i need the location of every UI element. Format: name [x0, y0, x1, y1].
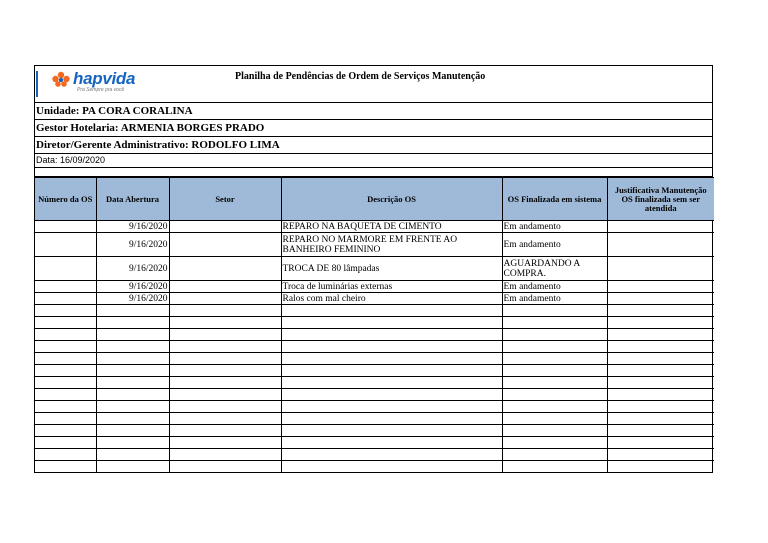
numero-cell[interactable] [35, 257, 96, 281]
date-line: Data: 16/09/2020 [35, 154, 712, 168]
justificativa-cell[interactable] [607, 401, 714, 413]
numero-cell[interactable] [35, 413, 96, 425]
pending-orders-table [35, 177, 714, 472]
setor-cell[interactable] [169, 233, 281, 257]
unidade-line: Unidade: PA CORA CORALINA [35, 103, 712, 120]
date-cell[interactable] [96, 389, 169, 401]
empty-table-row[interactable] [35, 377, 714, 389]
date-cell[interactable] [96, 305, 169, 317]
column-header-numero: Número da OS [35, 178, 96, 221]
numero-cell[interactable] [35, 293, 96, 305]
desc-cell[interactable]: TROCA DE 80 lâmpadas [281, 257, 502, 281]
justificativa-cell[interactable] [607, 377, 714, 389]
justificativa-cell[interactable] [607, 305, 714, 317]
date-cell[interactable]: 9/16/2020 [96, 221, 169, 233]
date-cell[interactable]: 9/16/2020 [96, 281, 169, 293]
empty-table-row[interactable] [35, 425, 714, 437]
empty-table-row[interactable] [35, 437, 714, 449]
table-row[interactable] [35, 233, 714, 257]
column-header-descricao: Descrição OS [281, 178, 502, 221]
table-row[interactable] [35, 257, 714, 281]
desc-cell[interactable] [281, 317, 502, 329]
desc-cell[interactable] [281, 401, 502, 413]
date-cell[interactable] [96, 425, 169, 437]
numero-cell[interactable] [35, 341, 96, 353]
justificativa-cell[interactable] [607, 425, 714, 437]
status-cell[interactable] [502, 389, 607, 401]
setor-cell[interactable] [169, 389, 281, 401]
setor-cell[interactable] [169, 317, 281, 329]
justificativa-cell[interactable] [607, 233, 714, 257]
column-header-setor: Setor [169, 178, 281, 221]
date-cell[interactable] [96, 353, 169, 365]
setor-cell[interactable] [169, 461, 281, 473]
justificativa-cell[interactable] [607, 317, 714, 329]
empty-table-row[interactable] [35, 341, 714, 353]
justificativa-cell[interactable] [607, 437, 714, 449]
justificativa-cell[interactable] [607, 281, 714, 293]
date-cell[interactable] [96, 317, 169, 329]
empty-table-row[interactable] [35, 353, 714, 365]
table-row[interactable] [35, 221, 714, 233]
setor-cell[interactable] [169, 329, 281, 341]
desc-cell[interactable] [281, 329, 502, 341]
desc-cell[interactable] [281, 377, 502, 389]
status-cell[interactable]: Em andamento [502, 293, 607, 305]
table-header-row [35, 178, 714, 221]
setor-cell[interactable] [169, 365, 281, 377]
justificativa-cell[interactable] [607, 389, 714, 401]
table-row[interactable] [35, 281, 714, 293]
numero-cell[interactable] [35, 221, 96, 233]
diretor-line: Diretor/Gerente Administrativo: RODOLFO LIMA [35, 137, 712, 154]
status-cell[interactable] [502, 437, 607, 449]
numero-cell[interactable] [35, 401, 96, 413]
justificativa-cell[interactable] [607, 449, 714, 461]
desc-cell[interactable]: REPARO NO MARMORE EM FRENTE AO BANHEIRO FEMININO [281, 233, 502, 257]
date-cell[interactable] [96, 449, 169, 461]
desc-cell[interactable]: REPARO NA BAQUETA DE CIMENTO [281, 221, 502, 233]
date-cell[interactable] [96, 365, 169, 377]
status-cell[interactable]: Em andamento [502, 221, 607, 233]
status-cell[interactable] [502, 353, 607, 365]
maintenance-sheet [34, 65, 713, 473]
numero-cell[interactable] [35, 389, 96, 401]
date-cell[interactable] [96, 413, 169, 425]
desc-cell[interactable] [281, 389, 502, 401]
status-cell[interactable]: AGUARDANDO A COMPRA. [502, 257, 607, 281]
setor-cell[interactable] [169, 293, 281, 305]
setor-cell[interactable] [169, 449, 281, 461]
desc-cell[interactable]: Ralos com mal cheiro [281, 293, 502, 305]
justificativa-cell[interactable] [607, 329, 714, 341]
empty-table-row[interactable] [35, 329, 714, 341]
desc-cell[interactable] [281, 461, 502, 473]
status-cell[interactable] [502, 401, 607, 413]
date-cell[interactable] [96, 401, 169, 413]
justificativa-cell[interactable] [607, 341, 714, 353]
date-cell[interactable]: 9/16/2020 [96, 257, 169, 281]
justificativa-cell[interactable] [607, 461, 714, 473]
numero-cell[interactable] [35, 377, 96, 389]
empty-table-row[interactable] [35, 305, 714, 317]
date-cell[interactable] [96, 461, 169, 473]
date-cell[interactable] [96, 341, 169, 353]
justificativa-cell[interactable] [607, 365, 714, 377]
numero-cell[interactable] [35, 461, 96, 473]
column-header-status: OS Finalizada em sistema [502, 178, 607, 221]
date-cell[interactable] [96, 329, 169, 341]
empty-table-row[interactable] [35, 389, 714, 401]
desc-cell[interactable] [281, 353, 502, 365]
numero-cell[interactable] [35, 305, 96, 317]
hapvida-logo [51, 69, 135, 89]
numero-cell[interactable] [35, 425, 96, 437]
spacer-row [35, 168, 712, 177]
gestor-line: Gestor Hotelaria: ARMENIA BORGES PRADO [35, 120, 712, 137]
column-header-data: Data Abertura [96, 178, 169, 221]
setor-cell[interactable] [169, 413, 281, 425]
justificativa-cell[interactable] [607, 413, 714, 425]
numero-cell[interactable] [35, 329, 96, 341]
empty-table-row[interactable] [35, 461, 714, 473]
justificativa-cell[interactable] [607, 221, 714, 233]
desc-cell[interactable] [281, 413, 502, 425]
setor-cell[interactable] [169, 221, 281, 233]
table-row[interactable] [35, 293, 714, 305]
status-cell[interactable] [502, 329, 607, 341]
desc-cell[interactable] [281, 305, 502, 317]
desc-cell[interactable] [281, 425, 502, 437]
logo-divider [36, 71, 38, 97]
status-cell[interactable] [502, 449, 607, 461]
setor-cell[interactable] [169, 257, 281, 281]
empty-table-row[interactable] [35, 401, 714, 413]
setor-cell[interactable] [169, 425, 281, 437]
status-cell[interactable] [502, 377, 607, 389]
empty-table-row[interactable] [35, 365, 714, 377]
status-cell[interactable]: Em andamento [502, 233, 607, 257]
desc-cell[interactable] [281, 365, 502, 377]
date-cell[interactable] [96, 437, 169, 449]
status-cell[interactable] [502, 305, 607, 317]
column-header-justificativa: Justificativa Manutenção OS finalizada sem ser atendida [607, 178, 714, 221]
numero-cell[interactable] [35, 281, 96, 293]
justificativa-cell[interactable] [607, 257, 714, 281]
setor-cell[interactable] [169, 437, 281, 449]
setor-cell[interactable] [169, 281, 281, 293]
numero-cell[interactable] [35, 365, 96, 377]
empty-table-row[interactable] [35, 413, 714, 425]
logo-tagline: Pra Sempre pra você [77, 87, 125, 93]
date-cell[interactable] [96, 377, 169, 389]
status-cell[interactable]: Em andamento [502, 281, 607, 293]
setor-cell[interactable] [169, 377, 281, 389]
desc-cell[interactable] [281, 449, 502, 461]
status-cell[interactable] [502, 425, 607, 437]
date-cell[interactable]: 9/16/2020 [96, 293, 169, 305]
sheet-title: Planilha de Pendências de Ordem de Serviços Manutenção [235, 71, 486, 82]
setor-cell[interactable] [169, 353, 281, 365]
date-cell[interactable]: 9/16/2020 [96, 233, 169, 257]
status-cell[interactable] [502, 365, 607, 377]
numero-cell[interactable] [35, 449, 96, 461]
setor-cell[interactable] [169, 341, 281, 353]
status-cell[interactable] [502, 413, 607, 425]
empty-table-row[interactable] [35, 449, 714, 461]
numero-cell[interactable] [35, 437, 96, 449]
justificativa-cell[interactable] [607, 353, 714, 365]
desc-cell[interactable] [281, 341, 502, 353]
numero-cell[interactable] [35, 233, 96, 257]
setor-cell[interactable] [169, 401, 281, 413]
numero-cell[interactable] [35, 317, 96, 329]
numero-cell[interactable] [35, 353, 96, 365]
logo-wordmark: hapvida [73, 69, 136, 88]
desc-cell[interactable]: Troca de luminárias externas [281, 281, 502, 293]
status-cell[interactable] [502, 317, 607, 329]
status-cell[interactable] [502, 341, 607, 353]
justificativa-cell[interactable] [607, 293, 714, 305]
status-cell[interactable] [502, 461, 607, 473]
flower-icon [51, 71, 71, 87]
empty-table-row[interactable] [35, 317, 714, 329]
desc-cell[interactable] [281, 437, 502, 449]
setor-cell[interactable] [169, 305, 281, 317]
sheet-header [35, 66, 712, 103]
